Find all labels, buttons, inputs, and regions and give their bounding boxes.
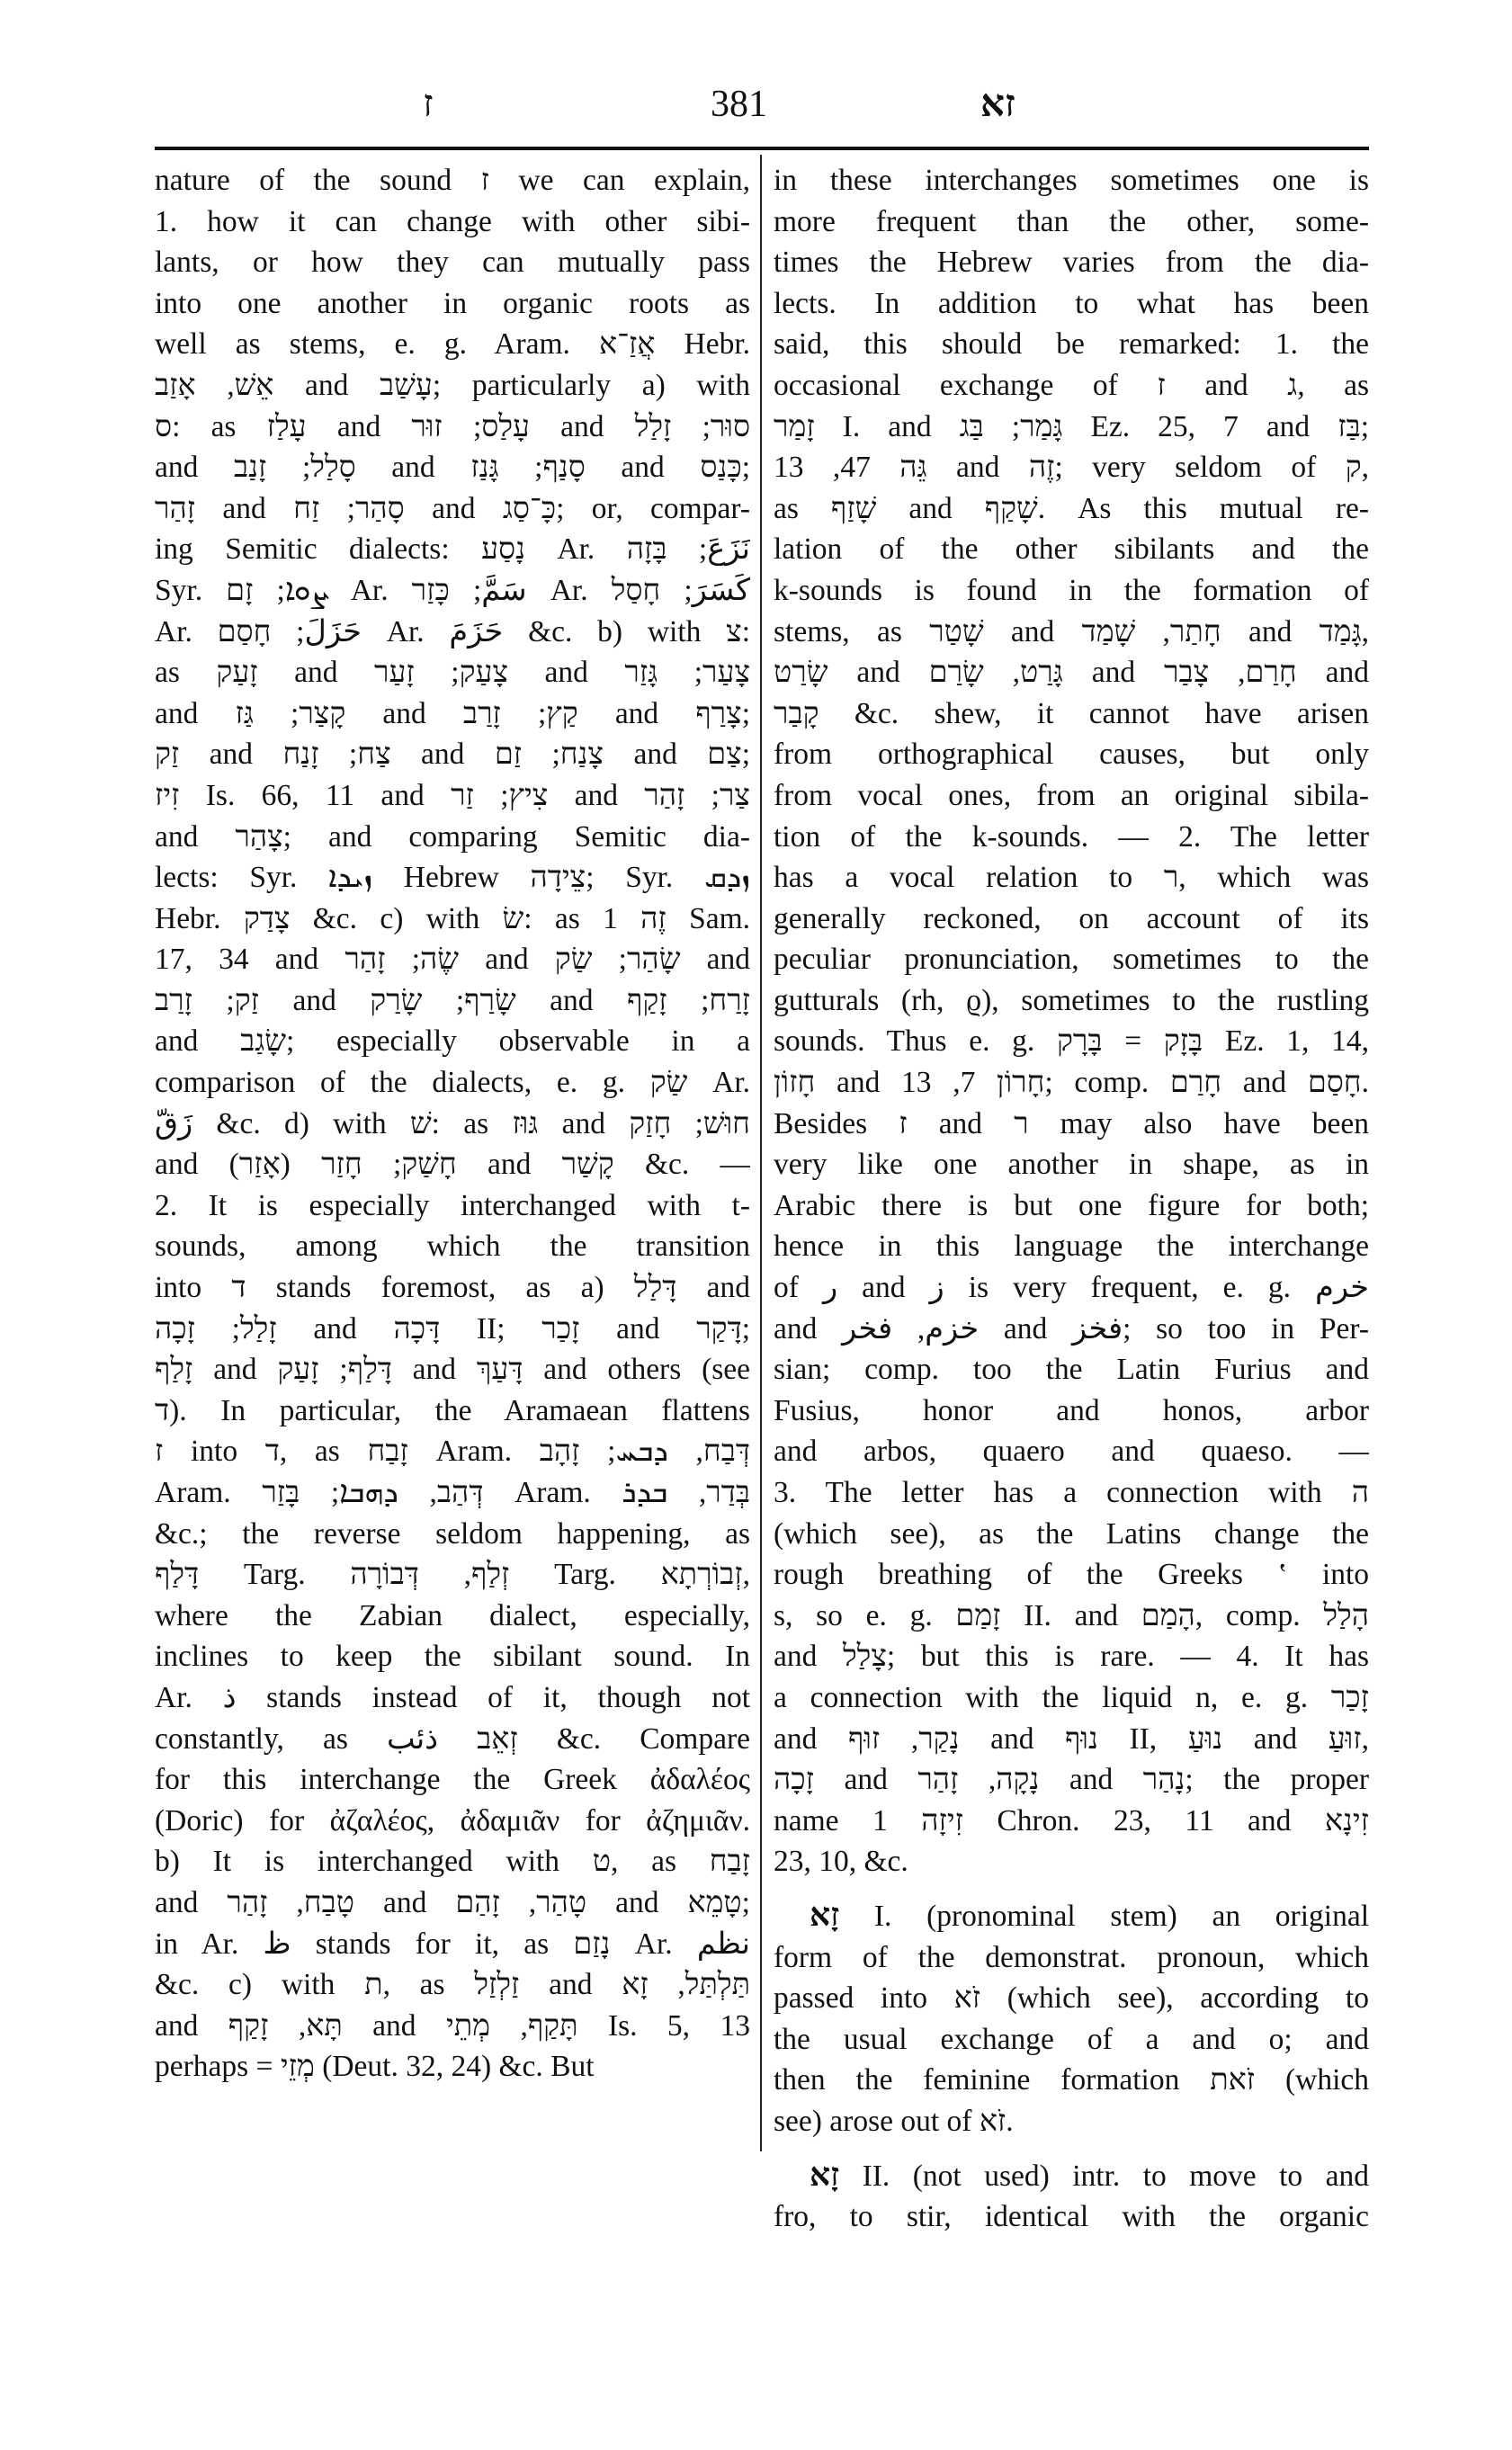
text-line: Aram. דְּהַב, ܕܗܒܐ; בָּזַר Aram. בְּדַר, ܒܕܪ bbox=[155, 1476, 750, 1509]
running-headword: זא bbox=[980, 84, 1015, 125]
text-line: has a vocal relation to ר, which was bbox=[774, 861, 1369, 895]
text-line: דָּלַף Targ. זְלַף, דְּבוֹרָה Targ. זְבוֹרְתָא, bbox=[155, 1558, 750, 1592]
text-line: s, so e. g. זָמַם II. and הָמַם, comp. הָלַל bbox=[774, 1598, 1369, 1632]
text-line: peculiar pronunciation, sometimes to the bbox=[774, 943, 1369, 977]
text-line: more frequent than the other, some- bbox=[774, 204, 1369, 238]
text-line: זָכָה and נָקָה, זָהַר and נָהַר; the proper bbox=[774, 1763, 1369, 1797]
text-line: and טָבַח, זָהַר and טָהַר, זָהַם and טָמֵא; bbox=[155, 1885, 750, 1919]
text-line: comparison of the dialects, e. g. שַׂק Ar. bbox=[155, 1066, 750, 1100]
page-number: 381 bbox=[711, 84, 767, 125]
text-line: inclines to keep the sibilant sound. In bbox=[155, 1640, 750, 1674]
text-line: ing Semitic dialects: נָסַע Ar. نَزَعَ; בָּזָה bbox=[155, 532, 750, 567]
column-divider bbox=[760, 155, 762, 2151]
text-line: Fusius, honor and honos, arbor bbox=[774, 1393, 1369, 1427]
text-line: and חָשַׁק; חָזַר (אָזַר) and קָשַׁר &c. — bbox=[155, 1148, 750, 1182]
text-line: see) arose out of זֹא. bbox=[774, 2104, 1014, 2138]
running-header bbox=[153, 83, 1369, 137]
text-line: passed into זֹא (which see), according to bbox=[774, 1981, 1369, 2016]
text-line: generally reckoned, on account of its bbox=[774, 901, 1369, 935]
text-line: from orthographical causes, but only bbox=[774, 738, 1369, 772]
text-line: fro, to stir, identical with the organic bbox=[774, 2200, 1369, 2234]
text-line: then the feminine formation זֹאת (which bbox=[774, 2063, 1369, 2097]
entry-headword: זָא bbox=[810, 2156, 840, 2193]
text-line: as זָעַק and צָעַק; זָעַר and צָעַר; גָּזַר bbox=[155, 656, 750, 690]
text-line: of ر and ز is very frequent, e. g. خرم bbox=[774, 1271, 1369, 1305]
entry-spacer bbox=[774, 1882, 1369, 1895]
text-line: the usual exchange of a and o; and bbox=[774, 2022, 1369, 2056]
text-line: 1. how it can change with other sibi- bbox=[155, 204, 750, 238]
entry-spacer bbox=[774, 2142, 1369, 2155]
text-line: occasional exchange of ז and ג, as bbox=[774, 368, 1369, 402]
text-line: זַק and צַח; זָנַח and צָנַח; זַם and צַם; bbox=[155, 738, 750, 772]
text-line: very like one another in shape, as in bbox=[774, 1148, 1369, 1182]
text-line: and צָהַר; and comparing Semitic dia- bbox=[155, 819, 750, 854]
text-line: perhaps = מְזֵי (Deut. 32, 24) &c. But bbox=[155, 2050, 595, 2084]
text-line: lation of the other sibilants and the bbox=[774, 532, 1369, 567]
entry-text: II. (not used) intr. to move to and bbox=[862, 2159, 1369, 2193]
text-line: and תָּא, זָקַף and תָּקַף, מְתֵי Is. 5, 13 bbox=[155, 2008, 750, 2043]
text-line: שָׂרַט and גָּרַט, שָׂרַם and חָרַם, צָבַר and bbox=[774, 656, 1369, 690]
text-line: (Doric) for ἀζαλέος, ἀδαμιᾶν for ἀζημιᾶν. bbox=[155, 1803, 750, 1838]
text-line: a connection with the liquid n, e. g. זָכַר bbox=[774, 1680, 1369, 1714]
text-line: rough breathing of the Greeks ‛ into bbox=[774, 1558, 1369, 1592]
entry-headword: זָא bbox=[810, 1896, 840, 1933]
text-line: 2. It is especially interchanged with t- bbox=[155, 1188, 750, 1222]
text-line: stems, as שָׁטַר and חָתַר, שָׁמַד and גָּמַד, bbox=[774, 614, 1369, 648]
text-line bbox=[774, 2155, 1369, 2197]
text-line: and נָקַר, זוּף and נוּף II, נוּעַ and זוּעַ, bbox=[774, 1721, 1369, 1756]
text-line: from vocal ones, from an original sibila- bbox=[774, 778, 1369, 812]
text-line: 3. The letter has a connection with ה bbox=[774, 1476, 1369, 1509]
text-line: hence in this language the interchange bbox=[774, 1229, 1369, 1264]
text-line: as שָׁזַף and שָׁקַף. As this mutual re- bbox=[774, 491, 1369, 525]
left-column bbox=[155, 160, 750, 2088]
text-line: ז into ד, as זָבַח Aram. דְּבַח, ܕܒܚ; זָהָב bbox=[155, 1435, 750, 1469]
text-line: said, this should be remarked: 1. the bbox=[774, 327, 1369, 362]
text-line: where the Zabian dialect, especially, bbox=[155, 1598, 750, 1632]
text-line: זַק; זָרַב and שָׂרַף; שָׂרַק and זָרַח; זָקַף bbox=[155, 983, 750, 1017]
text-line: for this interchange the Greek ἀδαλέος bbox=[155, 1763, 750, 1797]
text-line: קָבַר &c. shew, it cannot have arisen bbox=[774, 696, 1369, 730]
text-line: גֵּה 47, 13 and זֶה; very seldom of ק, bbox=[774, 451, 1369, 485]
text-line: into ד stands foremost, as a) דָּלַל and bbox=[155, 1271, 750, 1305]
text-line: tion of the k-sounds. — 2. The letter bbox=[774, 819, 1369, 854]
text-line: זָלַל; זָכָה and דָּכָה II; זָכַר and דָּקַר; bbox=[155, 1311, 750, 1346]
text-line: זָלַף and דָּלַף; זָעַק and דָּעַךְ and others (see bbox=[155, 1353, 750, 1387]
text-line: זִיז Is. 66, 11 and צִיץ; זַר and צַר; זָהַר bbox=[155, 778, 750, 812]
text-line: 23, 10, &c. bbox=[774, 1845, 908, 1879]
text-line: زَقّ &c. d) with שׁ: as גּוּז and חוּשׁ; חָזַק bbox=[155, 1106, 750, 1140]
text-line: Syr. ܨܘܐ; זָם Ar. سَمَّ; כָּזַר Ar. كَسَرَ; חָסַל bbox=[155, 573, 750, 607]
text-line: Hebr. צָדַק &c. c) with שׂ: as זֶה 1 Sam. bbox=[155, 901, 750, 935]
text-line: אֵשׁ, אָזַב and עָשַׁב; particularly a) with bbox=[155, 368, 750, 402]
text-line: k-sounds is found in the formation of bbox=[774, 573, 1369, 607]
text-line: and arbos, quaero and quaeso. — bbox=[774, 1435, 1369, 1469]
text-line: constantly, as זְאֵב ذئب &c. Compare bbox=[155, 1721, 750, 1756]
right-column bbox=[774, 160, 1369, 2238]
text-line: זָמַר I. and גָּמַר; בַּג Ez. 25, 7 and בַּז; bbox=[774, 409, 1369, 443]
header-rule bbox=[155, 147, 1369, 150]
dictionary-entry bbox=[774, 1895, 1369, 2142]
text-line: ד). In particular, the Aramaean flattens bbox=[155, 1393, 750, 1427]
text-line bbox=[774, 1895, 1369, 1937]
text-line: into one another in organic roots as bbox=[155, 286, 750, 320]
text-line: well as stems, e. g. Aram. אֲזַ־א Hebr. bbox=[155, 327, 750, 362]
text-line: gutturals (rh, ϱ), sometimes to the rustling bbox=[774, 983, 1369, 1017]
section-letter: ז bbox=[423, 84, 434, 125]
text-line: and خزم, فخر and فخز; so too in Per- bbox=[774, 1311, 1369, 1346]
text-line: in Ar. ظ stands for it, as נָזַם Ar. نظم bbox=[155, 1927, 750, 1961]
text-line: זָהַר and סָהַר; זַח and כָּ־סַג; or, compar- bbox=[155, 491, 750, 525]
text-line: sian; comp. too the Latin Furius and bbox=[774, 1353, 1369, 1387]
text-line: and צָלַל; but this is rare. — 4. It has bbox=[774, 1640, 1369, 1674]
text-line: lects: Syr. ܙܝܕܐ Hebrew צֵידָה; Syr. ܙܕܩ bbox=[155, 861, 750, 895]
text-line: nature of the sound ז we can explain, bbox=[155, 164, 750, 197]
text-line: and שָׂגַב; especially observable in a bbox=[155, 1024, 750, 1059]
text-line: Besides ז and ר may also have been bbox=[774, 1106, 1369, 1140]
text-line: sounds, among which the transition bbox=[155, 1229, 750, 1264]
entry-text: I. (pronominal stem) an original bbox=[873, 1899, 1369, 1933]
text-line: &c.; the reverse seldom happening, as bbox=[155, 1516, 750, 1551]
text-line: and סָלַל; זָנַב and סָנַף; גָּנַז and כָּנַס; bbox=[155, 451, 750, 485]
text-line: times the Hebrew varies from the dia- bbox=[774, 246, 1369, 280]
text-line: &c. c) with ת, as זַלְזַל and תַּלְתַּל, זָא bbox=[155, 1968, 750, 2002]
text-line: lects. In addition to what has been bbox=[774, 286, 1369, 320]
text-line: Ar. ذ stands instead of it, though not bbox=[155, 1680, 750, 1714]
text-line: in these interchanges sometimes one is bbox=[774, 164, 1369, 197]
text-line: and קָצַר; גַּז and קַץ; זָרַב and צָרַף; bbox=[155, 696, 750, 730]
text-line: (which see), as the Latins change the bbox=[774, 1516, 1369, 1551]
dictionary-entry bbox=[774, 2155, 1369, 2238]
text-line: sounds. Thus e. g. בָּזָק = בָּרָק Ez. 1, 14, bbox=[774, 1024, 1369, 1059]
text-line: Ar. حَزَلَ; חָסַם Ar. حَزَمَ &c. b) with צ: bbox=[155, 614, 750, 648]
text-line: Arabic there is but one figure for both; bbox=[774, 1188, 1369, 1222]
text-line: 17, 34 and שֶׂה; זָהַר and שָׂהַר; שַׂק and bbox=[155, 943, 750, 977]
text-line: ס: as עָלַז and עָלַס; זוּר and סוּר; זָלַל bbox=[155, 409, 750, 443]
text-line: חָזוֹן and חָרוֹן 7, 13; comp. חָרַם and חָסַם. bbox=[774, 1066, 1369, 1100]
text-line: b) It is interchanged with ט, as זָבַח bbox=[155, 1845, 750, 1879]
text-line: form of the demonstrat. pronoun, which bbox=[774, 1940, 1369, 1974]
text-line: name זִיזָה 1 Chron. 23, 11 and זִינָא bbox=[774, 1803, 1369, 1838]
text-line: lants, or how they can mutually pass bbox=[155, 246, 750, 280]
